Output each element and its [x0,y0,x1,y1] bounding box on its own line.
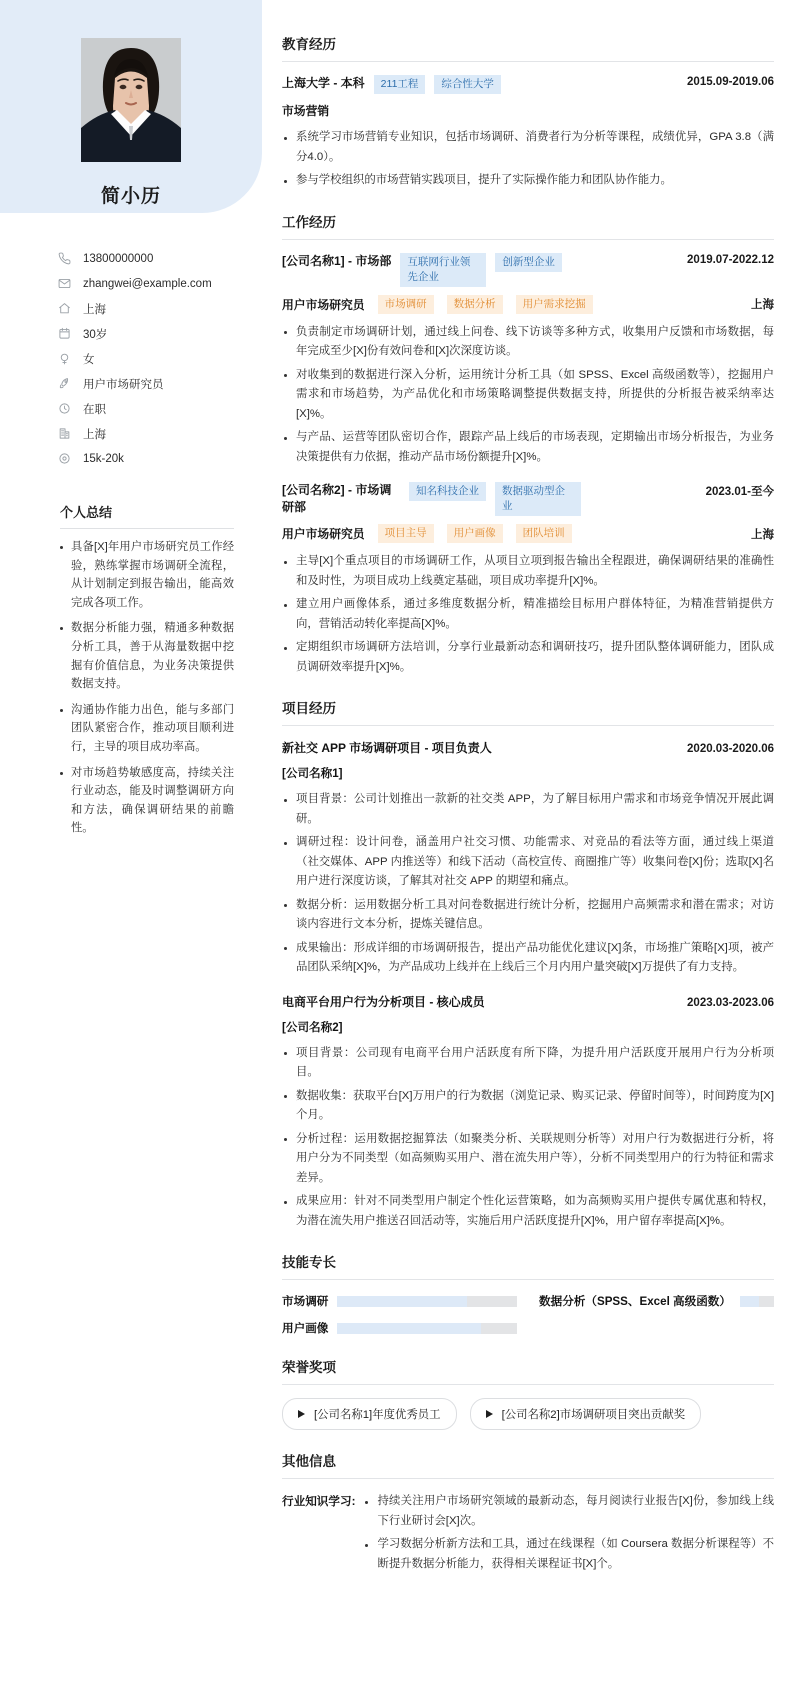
sidebar [0,0,262,875]
calendar-icon [57,327,72,341]
list-item: 数据分析：运用数据分析工具对问卷数据进行统计分析，挖掘用户高频需求和潜在需求；对访谈内容进行文本分析，提炼关键信息。 [282,896,774,935]
contact-item-job-status [57,396,262,421]
education-date: 2015.09-2019.06 [687,76,774,88]
contact-value: 上海 [83,303,106,316]
list-item: 具备[X]年用户市场研究员工作经验，熟练掌握市场调研全流程，从计划制定到报告输出，能高效完成各项工作。 [60,538,234,612]
list-item: 与产品、运营等团队密切合作，跟踪产品上线后的市场表现，定期输出市场分析报告，为业务决策提供有力依据，推动产品市场份额提升[X]%。 [282,428,774,467]
building-icon [57,427,72,441]
home-icon [57,302,72,316]
skill-tag: 用户需求挖掘 [516,295,593,314]
award-label: [公司名称1]年度优秀员工 [314,1409,441,1421]
salary-icon [57,452,72,466]
award-chip[interactable] [470,1398,702,1430]
gender-icon [57,352,72,366]
list-item: 数据收集：获取平台[X]万用户的行为数据（浏览记录、购买记录、停留时间等），时间跨度为[X]个月。 [282,1087,774,1126]
mail-icon [57,277,72,291]
contact-value: zhangwei@example.com [83,277,212,290]
rocket-icon [57,377,72,391]
contact-item-salary [57,446,262,471]
skill-item [282,1293,517,1309]
award-row [282,1398,774,1430]
work-date: 2019.07-2022.12 [687,253,774,266]
project-company: [公司名称1] [282,767,343,780]
skill-item [282,1320,517,1336]
list-item: 数据分析能力强，精通多种数据分析工具，善于从海量数据中挖掘有价值信息，为业务决策提供数据支持。 [60,619,234,693]
work-date: 2023.01-至今 [705,486,774,498]
contact-value: 女 [83,353,95,366]
work-location: 上海 [751,299,774,311]
skill-progress-bar [337,1323,517,1334]
skill-progress-bar [740,1296,774,1307]
skill-grid [282,1293,774,1336]
section-title-awards: 荣誉奖项 [282,1356,774,1385]
other-bullets [363,1492,774,1574]
section-title-skills: 技能专长 [282,1251,774,1280]
major-name: 市场营销 [282,104,330,118]
skill-progress-fill [337,1296,466,1307]
role-name: 用户市场研究员 [282,297,365,312]
projects-section [282,697,774,1231]
avatar [81,38,181,162]
skill-tag: 数据分析 [447,295,503,314]
list-item: 成果输出：形成详细的市场调研报告，提出产品功能优化建议[X]条，市场推广策略[X]项，被产品团队采纳[X]%，为产品成功上线并在上线后三个月内用户量突破[X]万提供了有力支持。 [282,939,774,978]
contact-item-city [57,421,262,446]
project-date: 2023.03-2023.06 [687,996,774,1009]
list-item: 定期组织市场调研方法培训，分享行业最新动态和调研技巧，提升团队整体调研能力，团队成员调研效率提升[X]%。 [282,638,774,677]
person-name: 简小历 [100,186,161,207]
skill-tag: 用户画像 [447,524,503,543]
role-name: 用户市场研究员 [282,527,365,541]
contact-item-phone [57,246,262,271]
work-location: 上海 [751,528,774,541]
list-item: 项目背景：公司计划推出一款新的社交类 APP，为了解目标用户需求和市场竞争情况开展此调研。 [282,790,774,829]
status-icon [57,402,72,416]
list-item: 系统学习市场营销专业知识，包括市场调研、消费者行为分析等课程，成绩优异，GPA 3.8（满分4.0）。 [282,128,774,167]
company-tag: 互联网行业领先企业 [400,253,486,287]
award-label: [公司名称2]市场调研项目突出贡献奖 [501,1409,686,1421]
work-bullets [282,323,774,468]
project-entry [282,993,774,1232]
contact-item-age [57,321,262,346]
list-item: 调研过程：设计问卷，涵盖用户社交习惯、功能需求、对竞品的看法等方面，通过线上渠道（社交媒体、APP 内推送等）和线下活动（高校宣传、商圈推广等）收集问卷[X]份；选取[X]名用户进行深度访谈，了解其对社交 APP 的期望和痛点。 [282,833,774,892]
summary-list [60,538,234,838]
contact-item-gender [57,346,262,371]
contact-item-hometown [57,296,262,321]
project-company: [公司名称2] [282,1020,343,1034]
contact-value: 13800000000 [83,252,154,265]
list-item: 对收集到的数据进行深入分析，运用统计分析工具（如 SPSS、Excel 高级函数等），挖掘用户需求和市场趋势，为产品优化和市场策略调整提供数据支持，所提供的分析报告被采纳率达[X]%。 [282,366,774,425]
education-tag: 211工程 [374,75,426,94]
skill-tag: 团队培训 [516,524,572,543]
work-entry [282,253,774,468]
school-degree: 上海大学 - 本科 [282,76,365,90]
summary-title: 个人总结 [60,502,234,529]
list-item: 参与学校组织的市场营销实践项目，提升了实际操作能力和团队协作能力。 [282,171,774,191]
awards-section [282,1356,774,1430]
list-item: 学习数据分析新方法和工具，通过在线课程（如 Coursera 数据分析课程等）不断提升数据分析能力，获得相关课程证书[X]个。 [363,1535,774,1574]
skill-item [539,1293,774,1309]
contact-value: 30岁 [83,328,108,341]
skill-progress-fill [740,1296,759,1307]
phone-icon [57,252,72,266]
list-item: 项目背景：公司现有电商平台用户活跃度有所下降，为提升用户活跃度开展用户行为分析项目。 [282,1044,774,1083]
section-title-projects: 项目经历 [282,697,774,726]
company-name: [公司名称1] - 市场部 [282,253,392,268]
education-bullets [282,128,774,191]
section-title-education: 教育经历 [282,33,774,62]
contact-value: 用户市场研究员 [83,378,164,391]
contact-item-position [57,371,262,396]
contact-value: 15k-20k [83,452,124,465]
other-label: 行业知识学习: [282,1495,356,1508]
contact-value: 在职 [83,403,106,416]
education-entry [282,75,774,191]
education-section [282,33,774,191]
contact-list [0,246,262,471]
work-bullets [282,552,774,677]
project-name: 新社交 APP 市场调研项目 - 项目负责人 [282,741,492,755]
main-content [262,0,794,1638]
project-date: 2020.03-2020.06 [687,743,774,755]
list-item: 持续关注用户市场研究领域的最新动态，每月阅读行业报告[X]份，参加线上线下行业研讨会[X]次。 [363,1492,774,1531]
skill-label: 数据分析（SPSS、Excel 高级函数） [539,1295,731,1308]
skill-tag: 市场调研 [378,295,434,314]
work-entry [282,482,774,677]
play-triangle-icon [486,1410,493,1418]
contact-value: 上海 [83,428,106,441]
section-title-other: 其他信息 [282,1450,774,1479]
company-tag: 知名科技企业 [409,482,486,501]
list-item: 分析过程：运用数据挖掘算法（如聚类分析、关联规则分析等）对用户行为数据进行分析，将用户分为不同类型（如高频购买用户、潜在流失用户等），分析不同类型用户的行为特征和需求差异。 [282,1130,774,1189]
award-chip[interactable] [282,1398,457,1430]
skills-section [282,1251,774,1336]
company-tag: 数据驱动型企业 [495,482,581,516]
summary-section [60,502,234,838]
skill-tag: 项目主导 [378,524,434,543]
company-tag: 创新型企业 [495,253,562,272]
list-item: 对市场趋势敏感度高，持续关注行业动态，能及时调整调研方向和方法，确保调研结果的前瞻性。 [60,764,234,838]
play-triangle-icon [298,1410,305,1418]
skill-label: 用户画像 [282,1322,329,1335]
list-item: 成果应用：针对不同类型用户制定个性化运营策略，如为高频购买用户提供专属优惠和特权，为潜在流失用户推送召回活动等，实施后用户活跃度提升[X]%，用户留存率提高[X]%。 [282,1192,774,1231]
project-name: 电商平台用户行为分析项目 - 核心成员 [282,994,485,1009]
skill-progress-bar [337,1296,517,1307]
section-title-work: 工作经历 [282,211,774,240]
list-item: 负责制定市场调研计划，通过线上问卷、线下访谈等多种方式，收集用户反馈和市场数据，每年完成至少[X]份有效问卷和[X]次深度访谈。 [282,323,774,362]
list-item: 沟通协作能力出色，能与多部门团队紧密合作，推动项目顺利进行，主导的项目成功率高。 [60,701,234,757]
other-section [282,1450,774,1578]
project-bullets [282,1044,774,1232]
education-tag: 综合性大学 [434,75,501,94]
work-section [282,211,774,678]
list-item: 建立用户画像体系，通过多维度数据分析，精准描绘目标用户群体特征，为精准营销提供方向，营销活动转化率提高[X]%。 [282,595,774,634]
list-item: 主导[X]个重点项目的市场调研工作，从项目立项到报告输出全程跟进，确保调研结果的准确性和及时性，为项目成功上线奠定基础，项目成功率提升[X]%。 [282,552,774,591]
contact-item-email [57,271,262,296]
project-bullets [282,790,774,978]
skill-progress-fill [337,1323,481,1334]
project-entry [282,739,774,978]
company-name: [公司名称2] - 市场调研部 [282,483,392,514]
skill-label: 市场调研 [282,1295,329,1308]
avatar-panel [0,0,262,213]
